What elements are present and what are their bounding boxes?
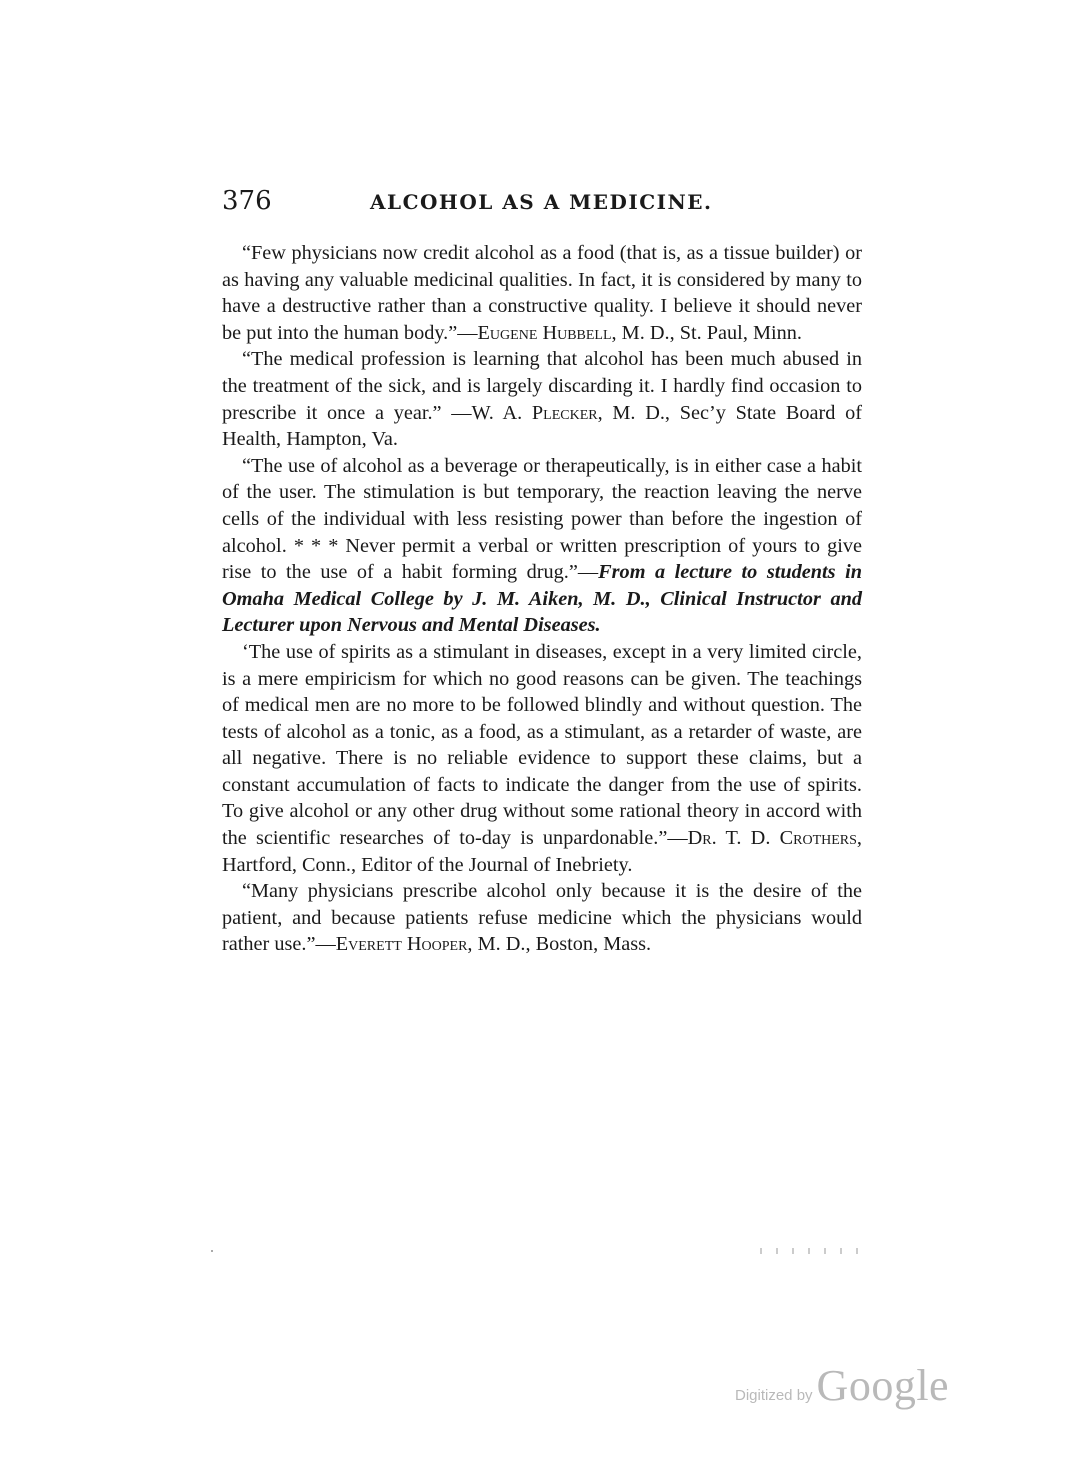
page-body	[222, 240, 862, 958]
quote-crothers	[222, 639, 862, 878]
quote-plecker	[222, 346, 862, 452]
quote-author: Eugene Hubbell	[477, 321, 612, 344]
quote-hooper	[222, 878, 862, 958]
quote-affiliation: , M. D., Sec’y State Board of Health, Hampton, Va.	[222, 401, 862, 451]
page-header	[222, 186, 862, 226]
google-logo: Google	[816, 1361, 950, 1410]
scan-speck	[211, 1250, 213, 1252]
quote-author: Plecker	[531, 401, 598, 424]
quote-affiliation: , M. D., Boston, Mass.	[467, 933, 652, 956]
quote-text: “Few physicians now credit alcohol as a food (that is, as a tissue builder) or as having any valuable medicinal qualities. In fact, it is considered by many to have a destructive rather than a constructive quality. I believe it should never be put into the human body.”—	[222, 242, 862, 344]
quote-author: Everett Hooper	[335, 933, 468, 956]
quote-affiliation: , Hartford, Conn., Editor of the Journal of Inebriety.	[222, 827, 862, 876]
watermark-prefix: Digitized by	[735, 1387, 813, 1404]
scan-specks	[760, 1248, 860, 1254]
digitized-watermark	[735, 1360, 965, 1420]
quote-hubbell	[222, 240, 862, 346]
quote-source: From a lecture to students in Omaha Medical College by J. M. Aiken, M. D., Clinical Instructor and Lecturer upon Nervous and Mental Diseases.	[222, 561, 862, 637]
page-number: 376	[222, 186, 272, 216]
quote-text: “Many physicians prescribe alcohol only because it is the desire of the patient, and because patients refuse medicine which the physicians would rather use.”—	[222, 880, 862, 956]
quote-text: “The use of alcohol as a beverage or therapeutically, is in either case a habit of the user. The stimulation is but temporary, the reaction leaving the nerve cells of the individual with less resisting power than before the ingestion of alcohol. * * * Never permit a verbal or written prescription of yours to give rise to the use of a habit forming drug.”—	[222, 454, 862, 584]
quote-affiliation: , M. D., St. Paul, Minn.	[611, 321, 802, 344]
quote-author: Crothers	[779, 827, 857, 850]
quote-text: ‘The use of spirits as a stimulant in diseases, except in a very limited circle, is a mere empiricism for which no good reasons can be given. The teachings of medical men are no more to be followed blindly and without question. The tests of alcohol as a tonic, as a food, as a stimulant, as a retarder of waste, are all negative. There is no reliable evidence to support these claims, but a constant accumulation of facts to indicate the danger from the use of spirits. To give alcohol or any other drug without some rational theory in accord with the scientific researches of to-day is unpardonable.”—	[222, 640, 862, 850]
quote-author-initials: T. D.	[716, 827, 780, 850]
running-title: ALCOHOL AS A MEDICINE.	[370, 190, 713, 214]
quote-aiken	[222, 453, 862, 639]
quote-text: “The medical profession is learning that alcohol has been much abused in the treatment of the sick, and is largely discarding it. I hardly find occasion to prescribe it once a year.” —W. A.	[222, 348, 862, 424]
quote-author-title: Dr.	[687, 827, 717, 850]
